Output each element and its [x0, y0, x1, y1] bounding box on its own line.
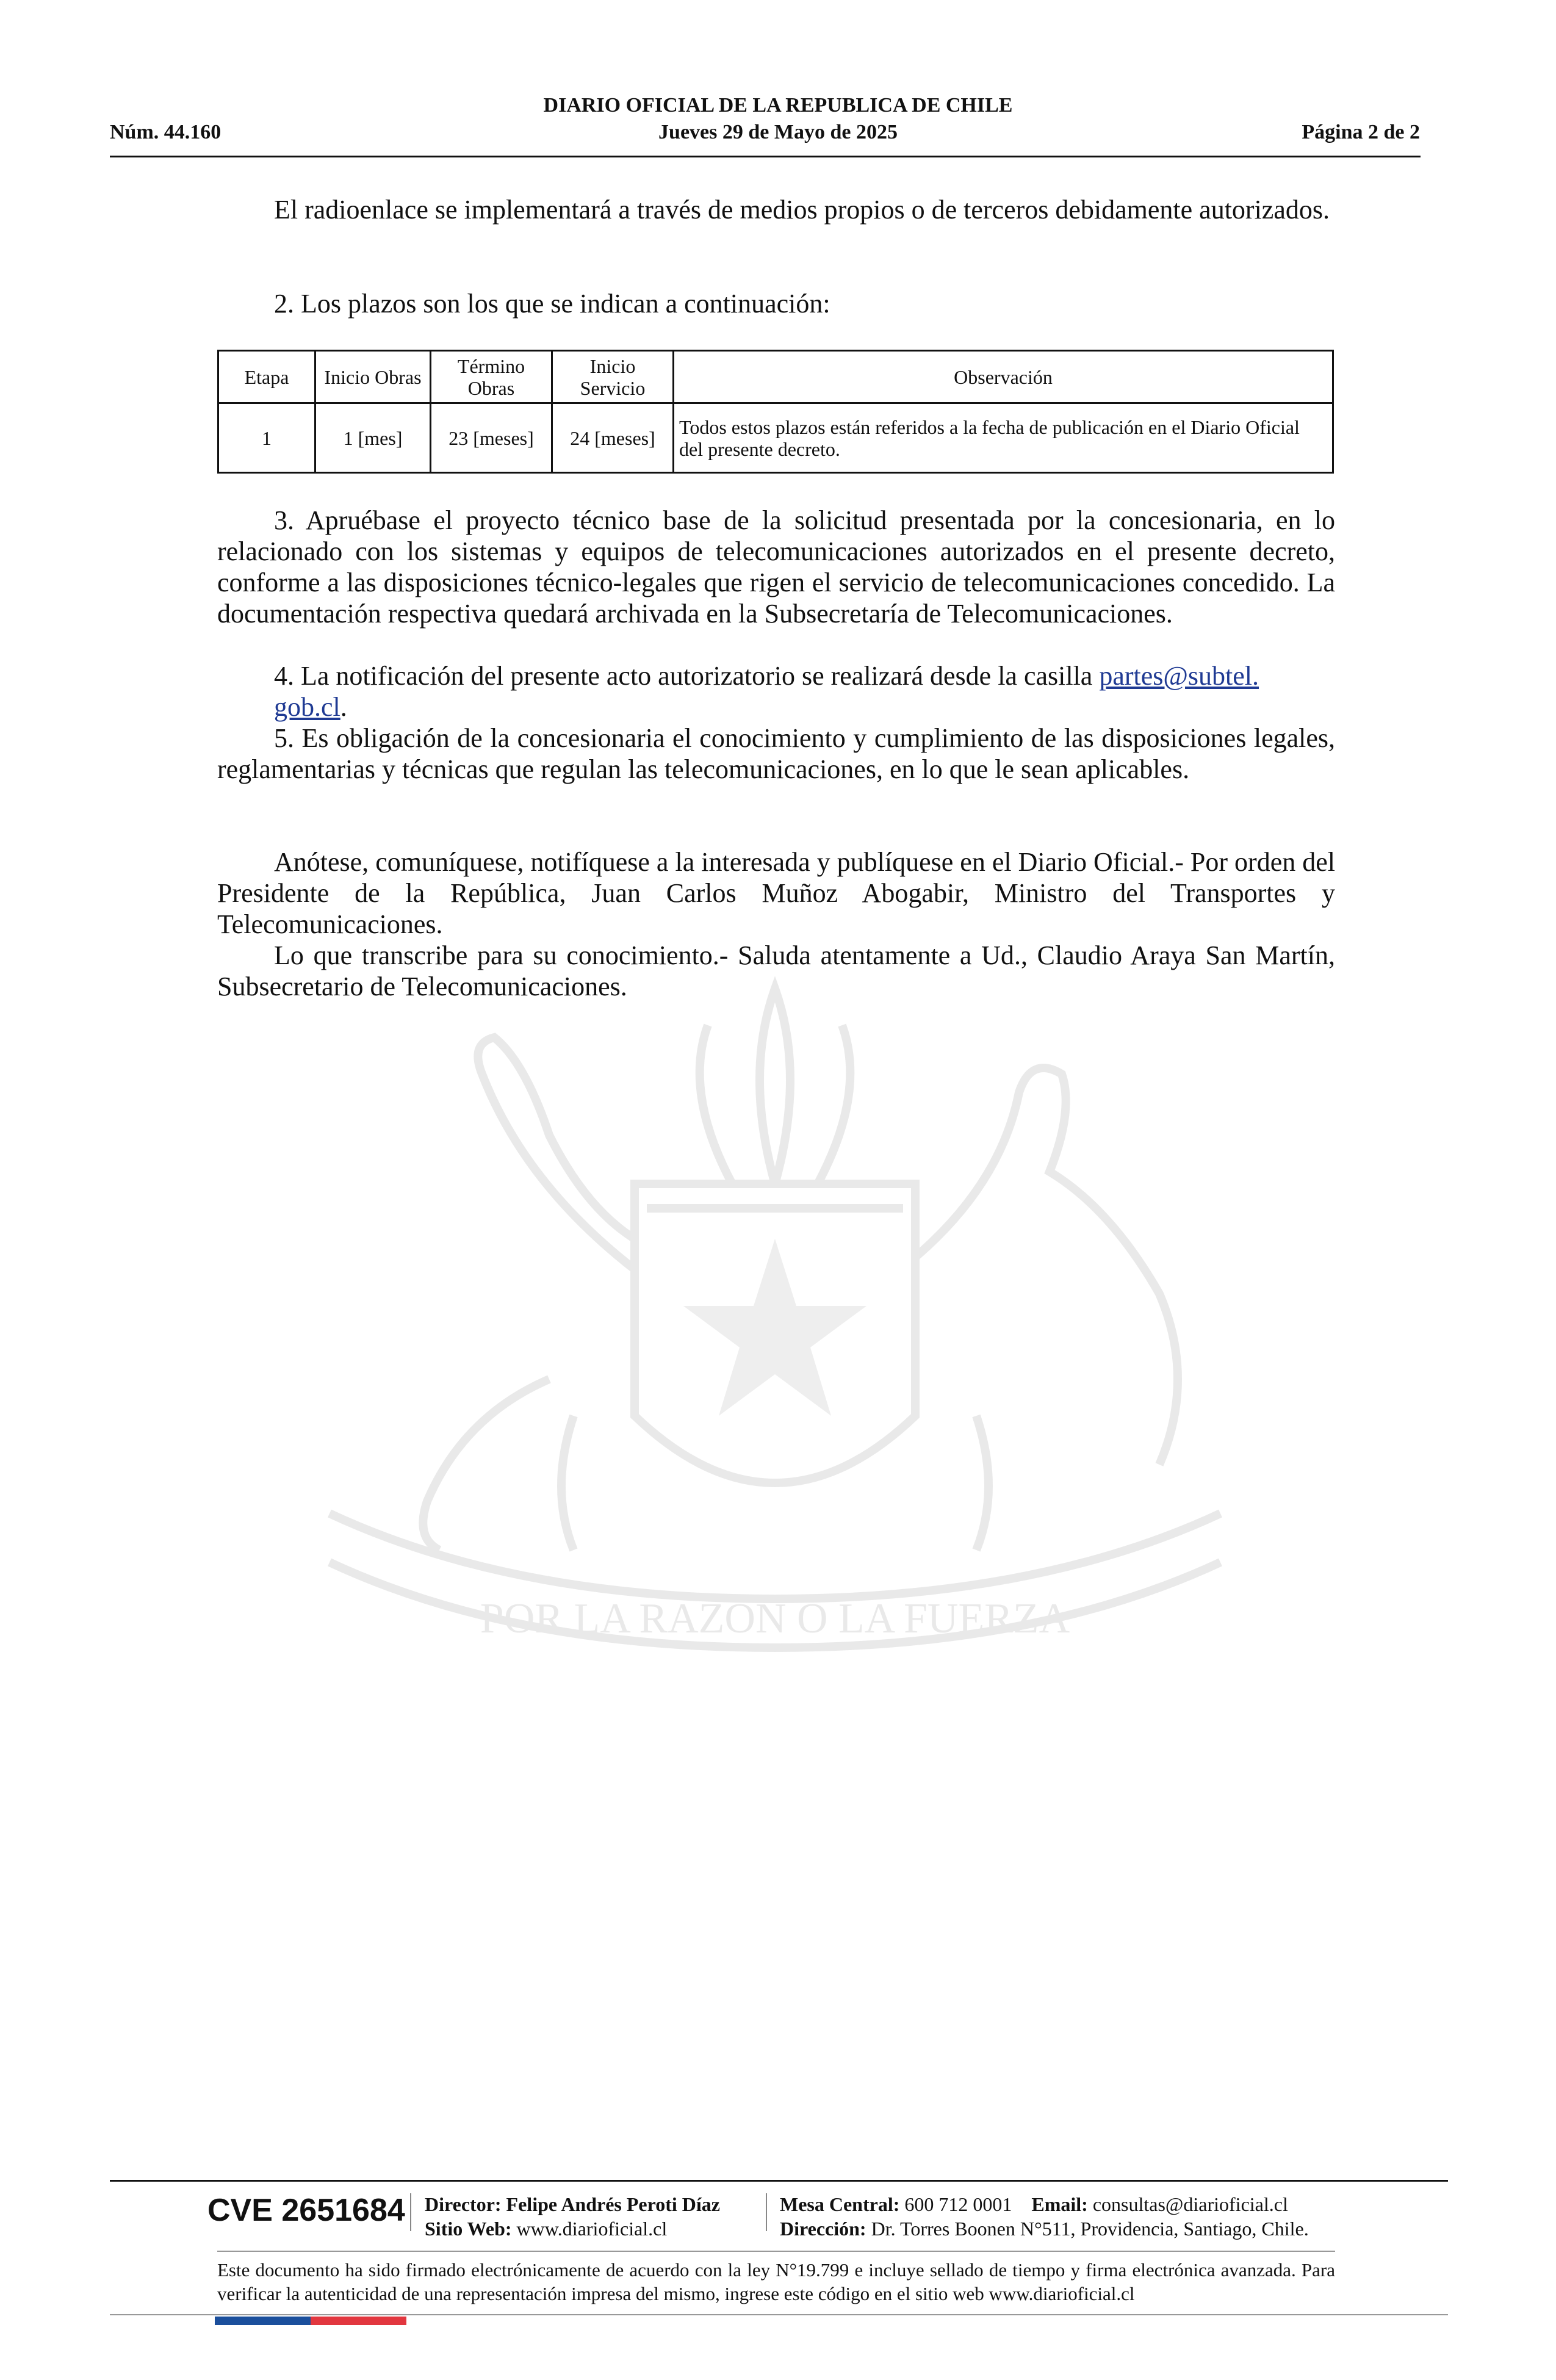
web-link[interactable]: www.diarioficial.cl	[516, 2218, 668, 2240]
col-observacion: Observación	[674, 351, 1333, 403]
page-indicator: Página 2 de 2	[1302, 121, 1420, 143]
email-link-part-2[interactable]: gob.cl	[274, 692, 340, 722]
col-inicio-obras: Inicio Obras	[315, 351, 431, 403]
paragraph-proyecto-tecnico: 3. Apruébase el proyecto técnico base de la solicitud presentada por la concesionaria, en lo relacionado con los sistemas y equipos de telecomunicaciones autorizados en el presente decreto, conforme a las disposiciones técnico-legales que rigen el servicio de telecomunicaciones concedido. La documentación respectiva quedará archivada en la Subsecretaría de Telecomunicaciones.	[217, 505, 1335, 629]
issue-date: Jueves 29 de Mayo de 2025	[658, 121, 898, 143]
coat-of-arms-watermark	[207, 952, 1342, 1684]
col-inicio-servicio: Inicio Servicio	[552, 351, 674, 403]
signature-note: Este documento ha sido firmado electrónicamente de acuerdo con la ley N°19.799 e incluye sellado de tiempo y firma electrónica avanzada. Para verificar la autenticidad de una representación impresa del mismo, ingrese este código en el sitio web www.diarioficial.cl	[217, 2259, 1335, 2304]
footer-separator	[766, 2193, 767, 2231]
paragraph-radiolink: El radioenlace se implementará a través de medios propios o de terceros debidamente autorizados.	[274, 195, 1330, 225]
col-termino-obras: Término Obras	[431, 351, 552, 403]
director-name: Felipe Andrés Peroti Díaz	[506, 2193, 720, 2215]
web-line	[425, 2216, 720, 2241]
web-label: Sitio Web:	[425, 2218, 512, 2240]
director-line	[425, 2192, 720, 2216]
footer-divider-bottom	[110, 2314, 1448, 2315]
table-header-row	[218, 351, 1333, 403]
flag-stripe-blue	[215, 2317, 311, 2325]
contact-email[interactable]: consultas@diarioficial.cl	[1092, 2193, 1288, 2215]
notification-text: 4. La notificación del presente acto autorizatorio se realizará desde la casilla	[274, 661, 1100, 691]
mesa-line	[780, 2192, 1309, 2216]
footer-director-block	[425, 2192, 720, 2241]
notification-period: .	[340, 692, 347, 722]
paragraph-anotese: Anótese, comuníquese, notifíquese a la interesada y publíquese en el Diario Oficial.- Por orden del Presidente de la República, Juan Carlos Muñoz Abogabir, Ministro del Transportes y Telecomunicaciones.	[217, 847, 1335, 939]
paragraph-obligacion: 5. Es obligación de la concesionaria el conocimiento y cumplimiento de las disposiciones legales, reglamentarias y técnicas que regulan las telecomunicaciones, en lo que le sean aplicables.	[217, 723, 1335, 784]
email-label: Email:	[1031, 2193, 1088, 2215]
mesa-label: Mesa Central:	[780, 2193, 900, 2215]
cve-code: CVE 2651684	[207, 2193, 405, 2228]
cell-observacion: Todos estos plazos están referidos a la fecha de publicación en el Diario Oficial del presente decreto.	[674, 403, 1333, 473]
email-link-part-1[interactable]: partes@subtel.	[1099, 661, 1259, 691]
flag-stripe-red	[311, 2317, 406, 2325]
deadlines-table	[217, 350, 1334, 474]
col-etapa: Etapa	[218, 351, 315, 403]
footer-contact-block	[780, 2192, 1309, 2241]
address-value: Dr. Torres Boonen N°511, Providencia, Santiago, Chile.	[871, 2218, 1309, 2240]
issue-number: Núm. 44.160	[110, 121, 222, 143]
director-label: Director:	[425, 2193, 502, 2215]
footer-divider-mid	[217, 2251, 1335, 2252]
table-row	[218, 403, 1333, 473]
mesa-phone: 600 712 0001	[904, 2193, 1012, 2215]
cell-inicio-servicio: 24 [meses]	[552, 403, 674, 473]
publication-title: DIARIO OFICIAL DE LA REPUBLICA DE CHILE	[543, 94, 1013, 117]
cell-inicio-obras: 1 [mes]	[315, 403, 431, 473]
footer-divider-top	[110, 2180, 1448, 2182]
header-divider	[110, 156, 1421, 157]
address-line	[780, 2216, 1309, 2241]
paragraph-plazos: 2. Los plazos son los que se indican a continuación:	[274, 289, 830, 319]
paragraph-transcribe: Lo que transcribe para su conocimiento.- Saluda atentamente a Ud., Claudio Araya San Martín, Subsecretario de Telecomunicaciones.	[217, 940, 1335, 1001]
address-label: Dirección:	[780, 2218, 866, 2240]
watermark-motto: POR LA RAZON O LA FUERZA	[480, 1595, 1070, 1642]
cell-termino-obras: 23 [meses]	[431, 403, 552, 473]
footer-separator	[410, 2193, 411, 2231]
cell-etapa: 1	[218, 403, 315, 473]
paragraph-notificacion	[217, 660, 1335, 723]
